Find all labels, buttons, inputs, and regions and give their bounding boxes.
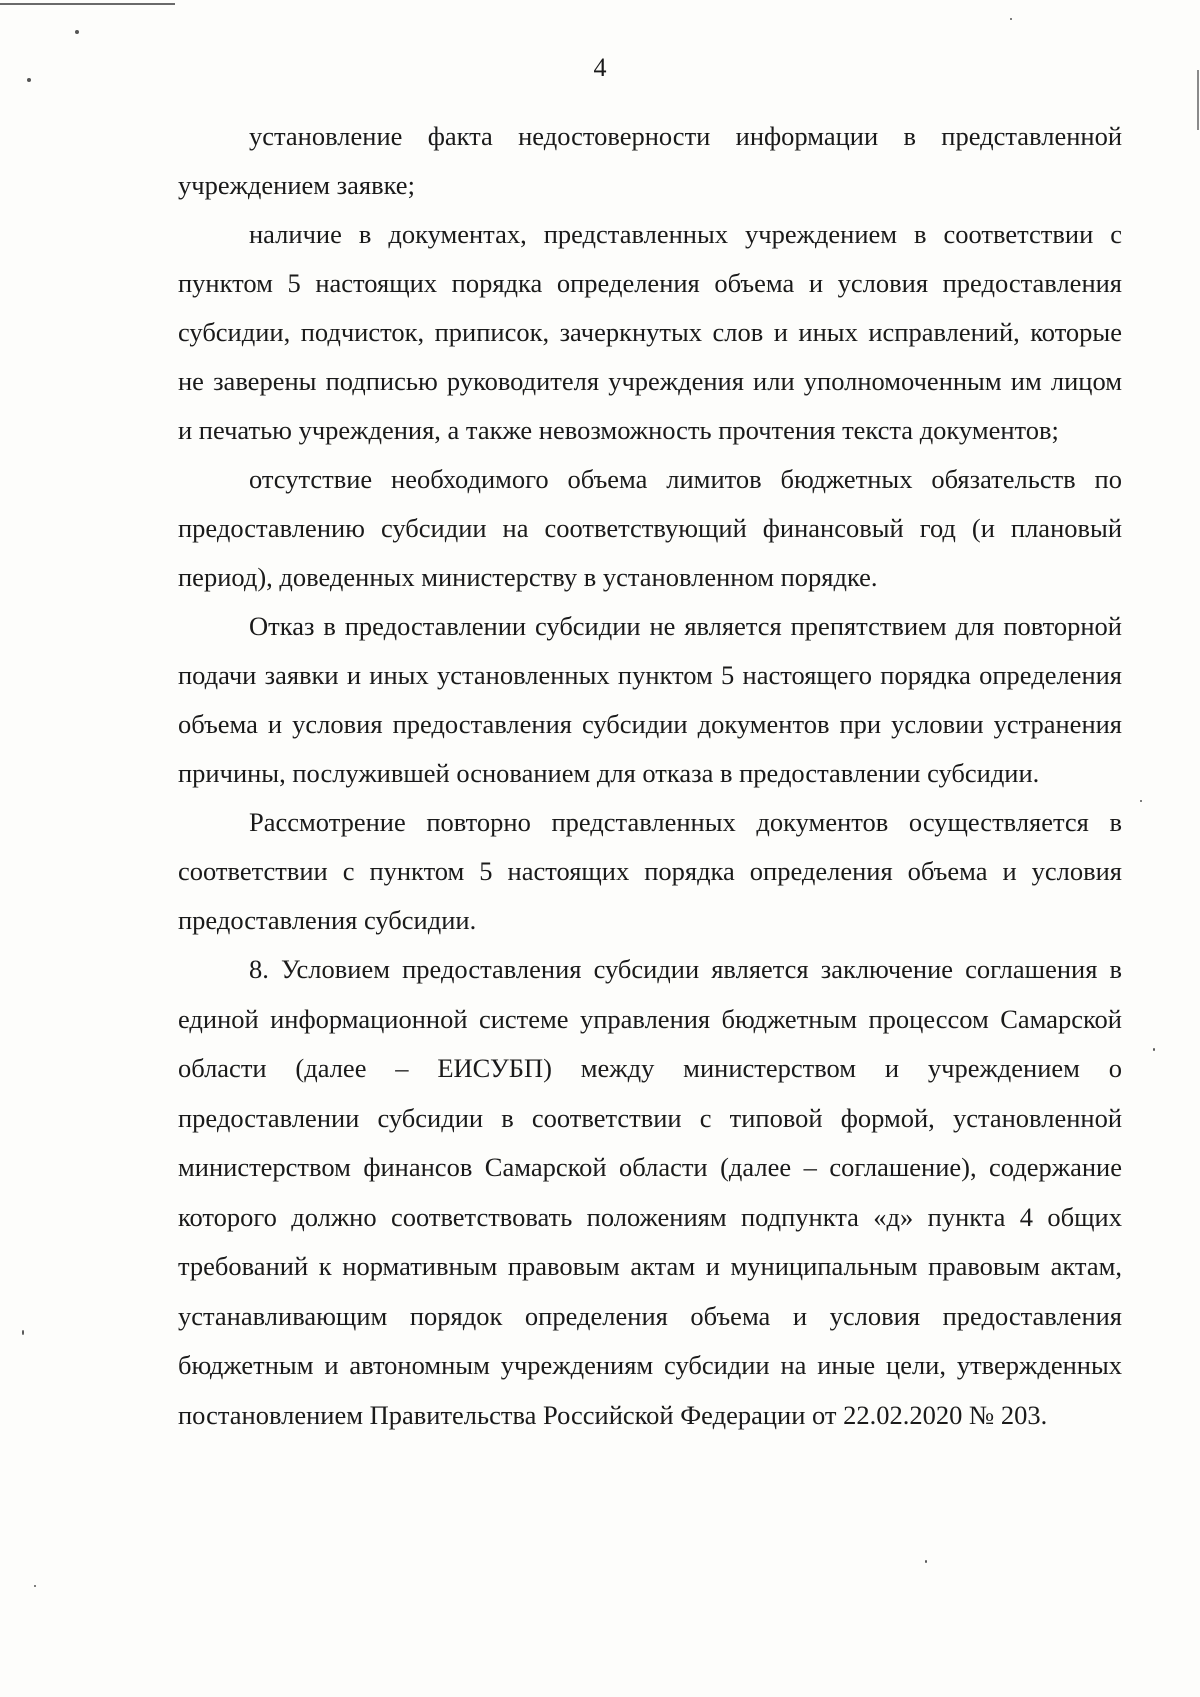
page-number: 4 bbox=[593, 53, 607, 82]
scan-speck bbox=[1140, 800, 1142, 802]
scan-speck bbox=[75, 30, 79, 34]
paragraph: Рассмотрение повторно представленных документов осуществляется в соответствии с пунктом 5 настоящих порядка определения объема и условия предоставления субсидии. bbox=[178, 807, 1122, 935]
scan-edge-line bbox=[0, 3, 175, 5]
paragraph: установление факта недостоверности информации в представленной учреждением заявке; bbox=[178, 121, 1122, 200]
paragraph: Отказ в предоставлении субсидии не является препятствием для повторной подачи заявки и иных установленных пунктом 5 настоящего порядка определения объема и условия предоставления субсидии документов при условии устранения причины, послужившей основанием для отказа в предоставлении субсидии. bbox=[178, 611, 1122, 788]
body-text bbox=[178, 112, 1122, 1440]
scan-speck bbox=[1153, 1048, 1155, 1051]
scan-speck bbox=[925, 1560, 927, 1563]
paragraph: наличие в документах, представленных учреждением в соответствии с пунктом 5 настоящих порядка определения объема и условия предоставления субсидии, подчисток, приписок, зачеркнутых слов и иных исправлений, которые не заверены подписью руководителя учреждения или уполномоченным им лицом и печатью учреждения, а также невозможность прочтения текста документов; bbox=[178, 219, 1122, 445]
scan-speck bbox=[22, 1330, 24, 1335]
scan-speck bbox=[1010, 18, 1012, 20]
scan-speck bbox=[34, 1585, 36, 1587]
paragraph: 8. Условием предоставления субсидии является заключение соглашения в единой информационной системе управления бюджетным процессом Самарской области (далее – ЕИСУБП) между министерством и учреждением о предоставлении субсидии в соответствии с типовой формой, установленной министерством финансов Самарской области (далее – соглашение), содержание которого должно соответствовать положениям подпункта «д» пункта 4 общих требований к нормативным правовым актам и муниципальным правовым актам, устанавливающим порядок определения объема и условия предоставления бюджетным и автономным учреждениям субсидии на иные цели, утвержденных постановлением Правительства Российской Федерации от 22.02.2020 № 203. bbox=[178, 954, 1122, 1430]
paragraph: отсутствие необходимого объема лимитов бюджетных обязательств по предоставлению субсидии на соответствующий финансовый год (и плановый период), доведенных министерству в установленном порядке. bbox=[178, 464, 1122, 592]
